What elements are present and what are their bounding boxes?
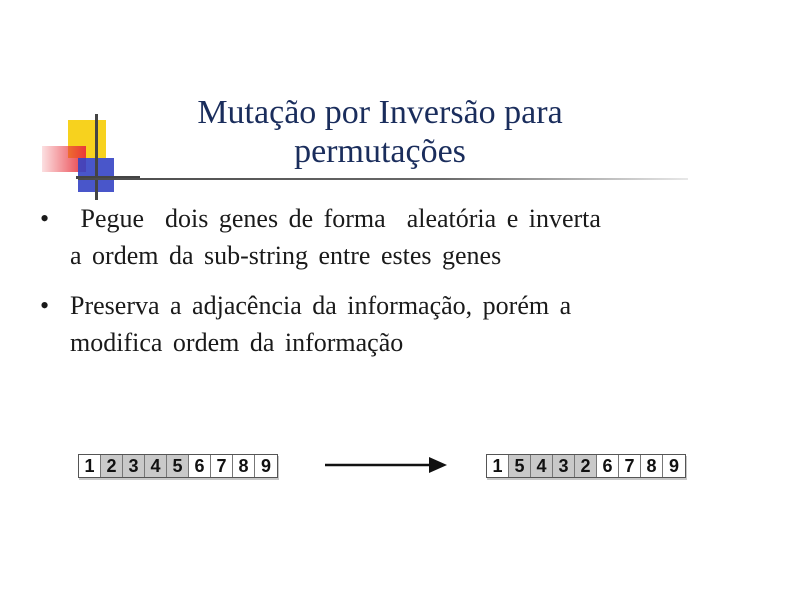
bullet-1-line-2: a ordem da sub-string entre estes genes	[70, 241, 502, 270]
bullet-item-2	[40, 287, 720, 361]
gene-cell: 9	[260, 456, 271, 476]
gene-cell: 3	[553, 455, 575, 477]
right-arrow-icon	[325, 456, 450, 474]
bullet-item-1	[40, 200, 720, 274]
bullet-1-line-1: Pegue dois genes de forma aleatória e inverta	[70, 204, 601, 233]
gene-cell: 2	[101, 455, 123, 477]
permutation-before	[78, 454, 278, 478]
title-line-2: permutações	[294, 133, 466, 170]
slide-title	[150, 93, 610, 171]
permutation-after	[486, 454, 686, 478]
gene-cell: 4	[531, 455, 553, 477]
bullet-marker: •	[40, 204, 50, 233]
gene-cell: 1	[487, 455, 509, 477]
bullet-2-line-1: Preserva a adjacência da informação, porém a	[70, 291, 572, 320]
gene-cell: 1	[79, 455, 101, 477]
gene-cell: 2	[575, 455, 597, 477]
gene-cell: 6	[189, 455, 211, 477]
gene-cell: 8	[233, 455, 255, 477]
gene-cell: 7	[619, 455, 641, 477]
decorative-logo-icon	[42, 110, 142, 200]
gene-cell: 7	[211, 455, 233, 477]
bullet-2-line-2: modifica ordem da informação	[70, 328, 404, 357]
gene-cell: 5	[509, 455, 531, 477]
gene-cell: 9	[668, 456, 679, 476]
bullet-list	[40, 200, 720, 374]
gene-cell: 6	[597, 455, 619, 477]
title-divider	[78, 178, 688, 180]
gene-cell: 5	[167, 455, 189, 477]
gene-cell: 4	[145, 455, 167, 477]
gene-cell: 8	[641, 455, 663, 477]
bullet-marker: •	[40, 291, 50, 320]
title-line-1: Mutação por Inversão para	[197, 94, 563, 131]
gene-cell: 3	[123, 455, 145, 477]
